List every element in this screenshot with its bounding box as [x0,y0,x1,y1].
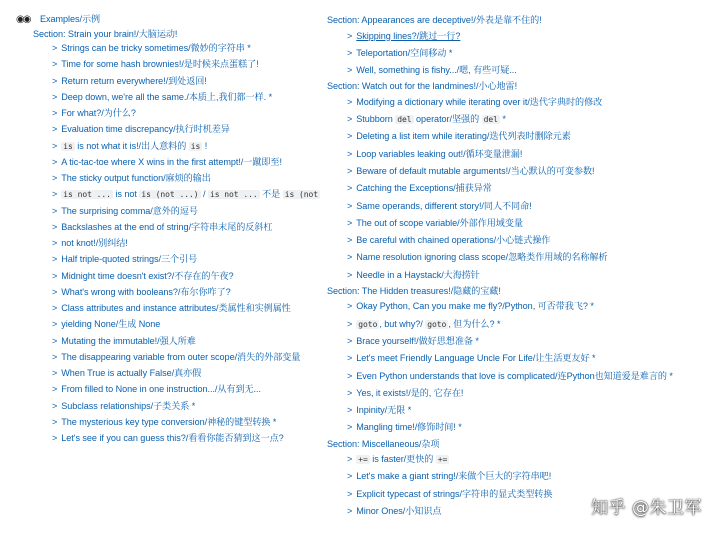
item-text: Class attributes and instance attributes/类属性和实例属性 [61,303,291,313]
toc-item[interactable] [52,318,160,330]
toc-item[interactable] [52,123,230,135]
chevron-right-icon: > [347,114,353,124]
chevron-right-icon: > [347,301,353,312]
toc-item-label [356,371,673,381]
toc-item[interactable] [347,165,594,177]
toc-item-label [356,336,479,346]
item-text: operator/坚强的 [413,114,482,124]
toc-item[interactable] [347,421,462,433]
section-title[interactable]: Section: Miscellaneous/杂项 [327,438,440,449]
item-text: Even Python understands that love is complicated/连Python也知道爱是难言的 * [356,370,673,381]
chevron-right-icon: > [52,189,58,200]
item-text: / [200,189,208,200]
chevron-right-icon: > [52,303,58,313]
toc-item-label [61,254,197,264]
toc-item[interactable] [347,96,602,108]
toc-item[interactable] [347,148,522,160]
toc-item-label [61,433,283,443]
toc-item[interactable] [347,217,523,229]
examples-root[interactable] [16,13,100,26]
toc-item-label [356,218,523,228]
chevron-right-icon: > [347,269,353,280]
item-text: Catching the Exceptions/捕获异常 [356,183,492,194]
chevron-right-icon: > [52,416,58,427]
item-text: Needle in a Haystack/大海捞针 [356,269,480,280]
toc-item-label [61,368,201,378]
toc-item[interactable] [52,188,320,201]
toc-item-label [356,301,594,311]
item-text: , but why?/ [379,318,426,329]
toc-item[interactable] [347,370,673,382]
item-text: When True is actually False/真亦假 [61,368,202,378]
toc-item[interactable] [52,432,284,444]
toc-item[interactable] [347,387,463,399]
toc-item[interactable] [347,318,500,331]
chevron-right-icon: > [52,319,58,330]
item-text: Let's make a giant string!/来做个巨大的字符串吧! [356,471,552,482]
toc-item-label [356,454,449,464]
inline-code: is not ... [209,190,258,200]
toc-item-label [356,405,411,415]
inline-code: is (not [284,190,319,200]
toc-item-label [356,319,500,329]
item-text: yielding None/生成 None [61,319,161,330]
toc-item-label [356,65,516,75]
toc-item[interactable] [52,286,231,298]
toc-item[interactable] [52,75,207,87]
toc-item-label [61,59,258,69]
item-text: ! [202,140,208,151]
chevron-right-icon: > [347,165,353,176]
toc-item[interactable] [347,200,532,212]
toc-item[interactable] [347,335,479,347]
toc-item-label [356,166,594,176]
chevron-right-icon: > [52,173,58,183]
toc-item[interactable] [52,156,282,168]
chevron-right-icon: > [52,335,58,346]
toc-item[interactable] [347,251,608,263]
toc-item-label [356,97,602,107]
chevron-right-icon: > [52,124,58,135]
item-text: * [499,114,506,124]
toc-item-label [61,92,272,102]
section-title[interactable]: Section: Appearances are deceptive!/外表是靠不住的! [327,15,542,25]
item-text: For what?/为什么? [61,108,136,118]
item-text: Time for some hash brownies!/是时候来点蛋糕了! [61,59,259,70]
inline-code: += [358,455,368,464]
item-text: Let's meet Friendly Language Uncle For Life/让生活更友好 * [356,353,596,364]
chevron-right-icon: > [52,270,58,281]
item-text: Evaluation time discrepancy/执行时机差异 [61,124,230,135]
watermark-text: 知乎 @朱卫军 [591,498,702,518]
toc-item[interactable] [52,42,251,54]
item-text: Deleting a list item while iterating/迭代列表时删除元素 [356,131,571,142]
toc-item[interactable] [52,400,195,412]
item-text: A tic-tac-toe where X wins in the first attempt!/一蹴即至! [61,156,282,167]
toc-item-label [61,319,160,329]
toc-item[interactable] [347,64,517,76]
chevron-right-icon: > [347,454,353,464]
section-title[interactable]: Section: The Hidden treasures!/隐藏的宝藏! [327,285,501,296]
toc-item-label [356,506,441,516]
item-text: is not what it is!/出人意料的 [74,140,189,151]
toc-item[interactable] [347,404,411,416]
item-text: Midnight time doesn't exist?/不存在的午夜? [61,270,234,281]
item-text: Stubborn [356,114,396,124]
toc-item[interactable] [52,270,234,282]
item-text: Inpinity/无限 * [356,405,412,416]
chevron-right-icon: > [52,351,58,362]
item-text: Deep down, we're all the same./本质上,我们都一样. * [61,91,273,102]
item-text: Subclass relationships/子类关系 * [61,400,196,411]
toc-item-label [61,417,276,427]
inline-code: is not ... [63,190,111,200]
item-text: , 但为什么? * [448,318,501,329]
toc-item[interactable] [347,352,595,364]
toc-item[interactable] [347,300,594,312]
toc-item[interactable] [52,205,198,217]
toc-item[interactable] [347,130,571,142]
toc-item[interactable] [52,107,136,119]
eyes-icon: ◉◉ [16,14,30,25]
toc-item-label [61,238,128,248]
chevron-right-icon: > [347,217,353,228]
item-text: Return return everywhere!/到处返回! [61,75,207,86]
chevron-right-icon: > [347,353,353,364]
item-text: What's wrong with booleans?/布尔你咋了? [61,286,231,297]
item-text: The sticky output function/麻烦的输出 [61,173,211,183]
toc-item[interactable] [52,221,272,233]
chevron-right-icon: > [52,156,58,167]
chevron-right-icon: > [347,335,353,346]
chevron-right-icon: > [52,433,58,443]
chevron-right-icon: > [52,286,58,297]
item-text: is faster/更快的 [369,454,436,464]
toc-item-label [61,173,211,183]
item-text: The out of scope variable/外部作用域变量 [356,217,523,228]
chevron-right-icon: > [52,221,58,232]
toc-item[interactable] [52,335,196,347]
item-text: Explicit typecast of strings/字符串的显式类型转换 [356,488,553,499]
chevron-right-icon: > [347,183,353,194]
chevron-right-icon: > [347,318,353,329]
item-text: Skipping lines?/跳过一行? [356,30,461,41]
item-text: The disappearing variable from outer scope/消失的外部变量 [61,351,301,362]
chevron-right-icon: > [347,235,353,246]
item-text: is not [112,189,140,200]
toc-item-label [61,76,207,86]
item-text: 不是 [259,189,283,200]
toc-item[interactable] [52,172,211,184]
toc-item-label [356,149,522,159]
toc-item[interactable] [347,182,492,194]
item-text: not knot!/别纠结! [61,238,128,248]
chevron-right-icon: > [347,252,353,263]
item-text: Yes, it exists!/是的, 它存在! [356,387,464,398]
item-text: Brace yourself!/做好思想准备 * [356,335,479,346]
toc-item[interactable] [347,234,550,246]
toc-item-label [61,157,282,167]
item-text: The mysterious key type conversion/神秘的键型转换 * [61,416,277,427]
item-text: Mangling time!/修饰时间! * [356,422,462,433]
item-text: Loop variables leaking out!/循环变量泄漏! [356,148,523,159]
toc-item[interactable] [347,113,506,126]
toc-item[interactable] [347,269,480,281]
chevron-right-icon: > [52,59,58,70]
chevron-right-icon: > [52,368,58,378]
toc-item-label [61,336,196,346]
toc-item[interactable] [347,453,449,466]
toc-item[interactable] [347,505,441,517]
toc-item-label [356,353,595,363]
chevron-right-icon: > [347,370,353,381]
item-text: Mutating the immutable!/强人所难 [61,335,196,346]
toc-item[interactable] [52,302,291,314]
toc-item-label [356,31,460,41]
inline-code: del [397,115,412,124]
inline-code: del [483,115,498,124]
toc-item[interactable] [347,470,551,482]
item-text: Half triple-quoted strings/三个引号 [61,254,198,265]
inline-code: goto [358,319,378,329]
toc-item[interactable] [52,58,259,70]
examples-root-label: Examples/示例 [40,14,101,24]
chevron-right-icon: > [52,254,58,265]
chevron-right-icon: > [52,384,58,395]
inline-code: is (not ...) [141,190,199,200]
toc-item[interactable] [52,367,201,379]
chevron-right-icon: > [347,471,353,482]
chevron-right-icon: > [347,405,353,416]
toc-item-label [356,422,462,432]
chevron-right-icon: > [347,47,353,58]
toc-item-label [61,271,233,281]
item-text: Be careful with chained operations/小心链式操作 [356,235,551,246]
chevron-right-icon: > [347,65,353,76]
toc-item[interactable] [52,416,276,428]
chevron-right-icon: > [52,75,58,86]
toc-item-label [61,222,272,232]
toc-item-label [61,43,251,53]
chevron-right-icon: > [52,140,58,151]
section-title[interactable]: Section: Watch out for the landmines!/小心地雷! [327,81,518,92]
chevron-right-icon: > [52,108,58,118]
toc-item[interactable] [52,253,197,265]
chevron-right-icon: > [52,205,58,216]
toc-item-label [61,352,300,362]
toc-item-label [61,108,136,118]
chevron-right-icon: > [347,30,353,41]
toc-item[interactable] [52,383,261,395]
toc-item-label [61,384,261,394]
chevron-right-icon: > [347,387,353,398]
chevron-right-icon: > [52,43,58,53]
toc-item[interactable] [52,140,207,153]
chevron-right-icon: > [347,148,353,159]
toc-item-label [356,270,480,280]
inline-code: += [437,455,448,464]
chevron-right-icon: > [347,488,353,499]
chevron-right-icon: > [347,505,353,516]
item-text: Okay Python, Can you make me fly?/Python, 可否带我飞? * [356,301,594,312]
chevron-right-icon: > [347,96,353,107]
item-text: Backslashes at the end of string/字符串末尾的反斜杠 [61,221,273,232]
item-text: Strings can be tricky sometimes/微妙的字符串 * [61,43,251,53]
chevron-right-icon: > [52,91,58,102]
item-text: Minor Ones/小知识点 [356,505,442,516]
item-text: Modifying a dictionary while iterating over it/迭代字典时的修改 [356,96,603,107]
item-text: From filled to None in one instruction.../从有到无... [61,384,261,395]
toc-item-label [356,131,571,141]
item-text: Same operands, different story!/同人不同命! [356,200,532,211]
toc-item-label [356,235,550,245]
toc-item-label [356,252,607,262]
toc-item-label [61,206,198,216]
toc-item-label [61,189,320,199]
inline-code: is [190,141,201,151]
toc-item-label [356,388,463,398]
toc-item-label [356,114,506,124]
toc-item[interactable] [52,237,128,249]
toc-item[interactable] [52,91,272,103]
inline-code: goto [427,319,447,329]
item-text: Teleportation/空间移动 * [356,47,453,58]
chevron-right-icon: > [347,422,353,433]
toc-item[interactable] [347,47,452,59]
item-text: The surprising comma/意外的逗号 [61,205,198,216]
toc-item-label [61,401,195,411]
chevron-right-icon: > [347,200,353,211]
toc-item-label [356,489,552,499]
toc-item-label [356,471,551,481]
toc-item-label [356,183,492,193]
toc-item[interactable] [347,488,552,500]
item-text: Beware of default mutable arguments!/当心默认的可变参数! [356,165,595,176]
toc-item-label [61,303,291,313]
item-text: Well, something is fishy.../嗯, 有些可疑... [356,65,517,76]
toc-item[interactable] [52,351,300,363]
toc-item-label [356,48,452,58]
inline-code: is [63,141,73,151]
chevron-right-icon: > [52,238,58,248]
section-title-strain-brain[interactable]: Section: Strain your brain!/大脑运动! [33,29,178,39]
toc-item-label [61,141,207,151]
toc-item[interactable] [347,30,460,42]
toc-item-label [61,124,230,134]
item-text: Name resolution ignoring class scope/忽略类作用域的名称解析 [356,252,608,263]
toc-item-label [356,201,531,211]
item-text: Let's see if you can guess this?/看看你能否猜到这一点? [61,433,284,443]
chevron-right-icon: > [347,131,353,142]
chevron-right-icon: > [52,400,58,411]
toc-item-label [61,287,230,297]
